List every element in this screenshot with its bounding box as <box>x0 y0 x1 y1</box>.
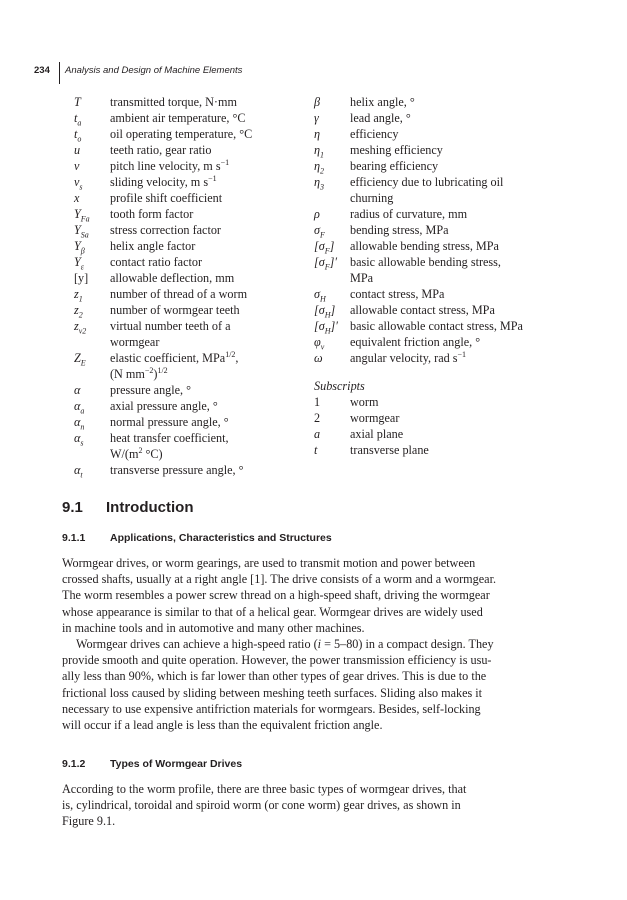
symbol-subscript: 2 <box>78 310 83 320</box>
paragraph-line: Figure 9.1. <box>62 814 116 829</box>
nomenclature-entry <box>314 302 554 318</box>
symbol-subscript: o <box>77 134 82 144</box>
symbol: $\sigma_H$ <box>314 287 326 304</box>
description: bending stress, MPa <box>350 223 449 237</box>
spacer <box>314 366 554 378</box>
symbol: $v_s$ <box>74 175 83 192</box>
paragraph-line: The worm resembles a power screw thread on a high-speed shaft, driving the wormgear <box>62 588 490 603</box>
symbol: $t_a$ <box>74 111 82 128</box>
symbol-subscript: ε <box>80 262 84 272</box>
nomenclature-entry <box>74 190 289 206</box>
symbol: $\alpha_a$ <box>74 399 85 416</box>
symbol: ω <box>314 351 323 365</box>
symbol: $[\sigma_F]$ <box>314 239 335 256</box>
subscript-entry <box>314 442 554 458</box>
symbol-subscript: F <box>320 230 325 240</box>
subscript-meaning: transverse plane <box>350 443 429 457</box>
nomenclature-entry <box>74 462 289 478</box>
symbol: $z_2$ <box>74 303 83 320</box>
subscript-meaning: worm <box>350 395 379 409</box>
description: helix angle, ° <box>350 95 415 109</box>
description: pitch line velocity, m $s^{-1}$ <box>110 157 230 173</box>
subscript-meaning: wormgear <box>350 411 400 425</box>
symbol-subscript: F <box>324 262 330 272</box>
nomenclature-entry <box>314 222 554 238</box>
symbol-subscript: a <box>77 118 82 128</box>
nomenclature-right-column <box>314 94 554 458</box>
nomenclature-entry <box>74 286 289 302</box>
symbol-subscript: H <box>320 294 326 304</box>
section-heading <box>62 499 193 516</box>
nomenclature-entry <box>314 126 554 142</box>
description: elastic coefficient, MPa$^{1/2}$, (N $mm^{-2})^{1/2}$ <box>110 349 239 381</box>
paragraph-line: in machine tools and in automotive and many other machines. <box>62 620 365 635</box>
description: oil operating temperature, °C <box>110 127 253 141</box>
subscript-symbol: a <box>314 427 321 441</box>
description: basic allowable contact stress, MPa <box>350 319 523 333</box>
symbol: $\alpha_s$ <box>74 431 84 448</box>
symbol: ρ <box>314 207 320 221</box>
symbol: $\eta_3$ <box>314 175 325 192</box>
symbol: $\eta_1$ <box>314 143 325 160</box>
nomenclature-entry <box>74 158 289 174</box>
page-number: 234 <box>34 65 50 76</box>
paragraph-2 <box>62 636 539 733</box>
symbol: $t_o$ <box>74 127 82 144</box>
nomenclature-entry <box>74 382 289 398</box>
paragraph-3 <box>62 781 539 830</box>
nomenclature-entry <box>314 286 554 302</box>
section-number: 9.1 <box>62 499 83 516</box>
description: angular velocity, rad $s^{-1}$ <box>350 349 467 365</box>
nomenclature-entry <box>74 142 289 158</box>
section-title: Introduction <box>106 499 194 516</box>
symbol-subscript: 3 <box>320 182 325 192</box>
subsection-number: 9.1.2 <box>62 758 86 770</box>
paragraph-line: According to the worm profile, there are three basic types of wormgear drives, that <box>62 782 467 796</box>
subscript-symbol: t <box>314 443 318 457</box>
nomenclature-entry <box>74 318 289 350</box>
description: heat transfer coefficient, $W/(m^2$ °C) <box>110 431 229 461</box>
nomenclature-entry <box>314 334 554 350</box>
description: basic allowable bending stress, MPa <box>350 255 501 285</box>
symbol: u <box>74 143 81 157</box>
description: allowable contact stress, MPa <box>350 303 495 317</box>
symbol: $z_{v2}$ <box>74 319 87 336</box>
nomenclature-entry <box>74 222 289 238</box>
nomenclature-entry <box>74 430 289 462</box>
paragraph-line: provide smooth and quite operation. However, the power transmission efficiency is usu- <box>62 653 492 668</box>
description: stress correction factor <box>110 223 221 237</box>
description: ambient air temperature, °C <box>110 111 246 125</box>
subsection-heading-2 <box>62 758 242 770</box>
subscript-entry <box>314 410 554 426</box>
symbol: $\sigma_F$ <box>314 223 325 240</box>
nomenclature-entry <box>74 110 289 126</box>
paragraph-1 <box>62 555 539 636</box>
paragraph-line: frictional loss caused by sliding between meshing teeth surfaces. Sliding also makes it <box>62 685 483 700</box>
subsection-heading-1 <box>62 532 332 544</box>
nomenclature-entry <box>74 206 289 222</box>
symbol: $[\sigma_F]'$ <box>314 255 338 272</box>
subscript-entry <box>314 426 554 442</box>
symbol: $Z_E$ <box>74 351 86 368</box>
unit-exponent: −1 <box>208 173 217 183</box>
nomenclature-entry <box>74 302 289 318</box>
symbol: $\varphi_v$ <box>314 335 325 352</box>
symbol-subscript: β <box>80 246 85 256</box>
symbol: [y] <box>74 271 89 285</box>
subscript-entry <box>314 394 554 410</box>
symbol-subscript: Fa <box>80 214 90 224</box>
description: normal pressure angle, ° <box>110 415 229 429</box>
symbol-subscript: t <box>80 470 83 480</box>
symbol: $Y_{Fa}$ <box>74 207 90 224</box>
description: lead angle, ° <box>350 111 411 125</box>
description: transverse pressure angle, ° <box>110 463 244 477</box>
subsection-number: 9.1.1 <box>62 532 86 544</box>
symbol: $[\sigma_H]$ <box>314 303 336 320</box>
symbol: γ <box>314 111 319 125</box>
description: contact ratio factor <box>110 255 203 269</box>
nomenclature-entry <box>74 270 289 286</box>
symbol-subscript: 1 <box>320 150 325 160</box>
description: number of thread of a worm <box>110 287 248 301</box>
nomenclature-entry <box>314 158 554 174</box>
nomenclature-entry <box>314 350 554 366</box>
description: contact stress, MPa <box>350 287 445 301</box>
unit-exponent: −2 <box>144 365 154 375</box>
nomenclature-entry <box>314 94 554 110</box>
nomenclature-entry <box>74 398 289 414</box>
description: transmitted torque, N·mm <box>110 95 237 109</box>
nomenclature-entry <box>74 238 289 254</box>
symbol: $Y_\beta$ <box>74 239 85 256</box>
text-run: Wormgear drives can achieve a high-speed ratio ( <box>76 637 318 651</box>
description: axial pressure angle, ° <box>110 399 218 413</box>
nomenclature-entry <box>314 238 554 254</box>
nomenclature-entry <box>314 318 554 334</box>
symbol-subscript: H <box>324 310 331 320</box>
symbol-subscript: n <box>80 422 85 432</box>
subsection-title: Applications, Characteristics and Structures <box>110 532 332 544</box>
header-divider <box>59 62 60 84</box>
unit-exponent: 1/2 <box>225 349 236 359</box>
description: helix angle factor <box>110 239 196 253</box>
description: efficiency <box>350 127 399 141</box>
description: bearing efficiency <box>350 159 439 173</box>
symbol: $Y_{Sa}$ <box>74 223 89 240</box>
symbol: $z_1$ <box>74 287 83 304</box>
symbol: $\alpha_t$ <box>74 463 83 480</box>
subscripts-heading <box>314 378 554 394</box>
variable-i: i <box>317 637 322 651</box>
symbol: α <box>74 383 81 397</box>
nomenclature-entry <box>314 206 554 222</box>
symbol: $Y_\varepsilon$ <box>74 255 84 272</box>
description: sliding velocity, m $s^{-1}$ <box>110 173 217 189</box>
description: allowable deflection, mm <box>110 271 235 285</box>
description: meshing efficiency <box>350 143 443 157</box>
subscript-symbol: 1 <box>314 395 321 409</box>
paragraph-line: Wormgear drives, or worm gearings, are used to transmit motion and power between <box>62 556 476 570</box>
nomenclature-entry <box>74 350 289 382</box>
symbol: v <box>74 159 80 173</box>
paragraph-line: is, cylindrical, toroidal and spiroid worm (or cone worm) gear drives, as shown in <box>62 798 461 813</box>
nomenclature-entry <box>74 174 289 190</box>
description: efficiency due to lubricating oil churning <box>350 175 504 205</box>
nomenclature-entry <box>74 126 289 142</box>
description: tooth form factor <box>110 207 194 221</box>
symbol: $\eta_2$ <box>314 159 325 176</box>
paragraph-line: crossed shafts, usually at a right angle [1]. The drive consists of a worm and a wormgear. <box>62 572 497 587</box>
symbol-subscript: s <box>80 438 84 448</box>
nomenclature-entry <box>314 174 554 206</box>
symbol-subscript: v <box>320 342 325 352</box>
nomenclature-entry <box>314 142 554 158</box>
symbol: x <box>74 191 80 205</box>
description: virtual number teeth of a wormgear <box>110 319 231 349</box>
paragraph-line: will occur if a lead angle is less than the equivalent friction angle. <box>62 718 383 733</box>
text-run: = 5–80) in a compact design. They <box>321 637 494 651</box>
unit-exponent: −1 <box>220 157 230 167</box>
nomenclature-left-column <box>74 94 289 478</box>
symbol-subscript: 1 <box>78 294 83 304</box>
symbol-subscript: H <box>324 326 331 336</box>
symbol: η <box>314 127 321 141</box>
symbol-subscript: E <box>80 358 86 368</box>
subscript-meaning: axial plane <box>350 427 404 441</box>
description: profile shift coefficient <box>110 191 223 205</box>
nomenclature-entry <box>74 414 289 430</box>
paragraph-line: ally less than 90%, which is far lower than other types of gear drives. This is due to the <box>62 669 487 684</box>
symbol: $[\sigma_H]'$ <box>314 319 338 336</box>
paragraph-line: whose appearance is similar to that of a helical gear. Wormgear drives are widely used <box>62 604 483 619</box>
subscript-symbol: 2 <box>314 411 321 425</box>
description: teeth ratio, gear ratio <box>110 143 212 157</box>
symbol: β <box>314 95 321 109</box>
symbol: T <box>74 95 81 109</box>
nomenclature-entry <box>314 110 554 126</box>
symbol-subscript: F <box>324 246 330 256</box>
book-title: Analysis and Design of Machine Elements <box>65 65 243 76</box>
paragraph-line: necessary to use expensive antifriction materials for wormgears. Besides, self-locking <box>62 701 481 716</box>
description: allowable bending stress, MPa <box>350 239 499 253</box>
symbol-subscript: Sa <box>80 230 89 240</box>
unit-exponent: −1 <box>457 349 467 359</box>
unit-exponent: 1/2 <box>157 365 168 375</box>
nomenclature-entry <box>314 254 554 286</box>
subsection-title: Types of Wormgear Drives <box>110 758 243 770</box>
unit-exponent: 2 <box>138 445 143 455</box>
description: radius of curvature, mm <box>350 207 468 221</box>
description: number of wormgear teeth <box>110 303 240 317</box>
subscripts-label: Subscripts <box>314 379 365 393</box>
symbol-subscript: s <box>79 182 83 192</box>
paragraph-line <box>62 636 539 652</box>
symbol-subscript: 2 <box>320 166 325 176</box>
symbol-subscript: a <box>80 406 85 416</box>
description: pressure angle, ° <box>110 383 192 397</box>
symbol-subscript: v2 <box>78 326 87 336</box>
description: equivalent friction angle, ° <box>350 335 481 349</box>
symbol: $\alpha_n$ <box>74 415 85 432</box>
nomenclature-entry <box>74 94 289 110</box>
nomenclature-entry <box>74 254 289 270</box>
